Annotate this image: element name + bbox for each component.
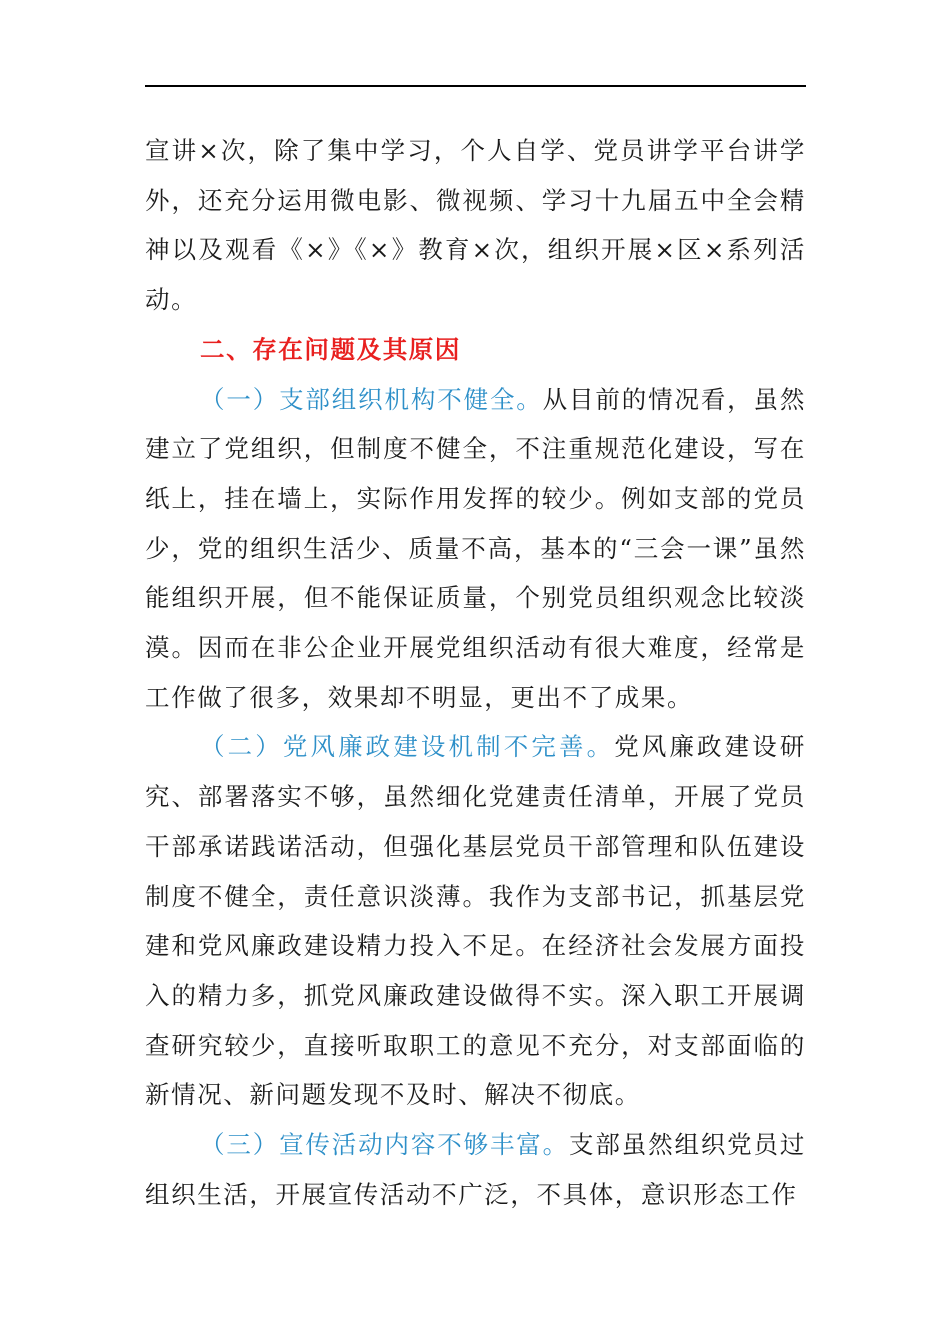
section-heading-text: 二、存在问题及其原因 xyxy=(200,334,461,364)
paragraph-item-two xyxy=(145,722,806,1120)
document-body xyxy=(145,126,806,1219)
paragraph-item-one xyxy=(145,375,806,723)
body-item-two: 党风廉政建设研究、部署落实不够，虽然细化党建责任清单，开展了党员干部承诺践诺活动，但强化基层党员干部管理和队伍建设制度不健全，责任意识淡薄。我作为支部书记，抓基层党建和党风廉政建设精力投入不足。在经济社会发展方面投入的精力多，抓党风廉政建设做得不实。深入职工开展调查研究较少，直接听取职工的意见不充分，对支部面临的新情况、新问题发现不及时、解决不彻底。 xyxy=(145,732,807,1110)
body-item-one: 从目前的情况看，虽然建立了党组织，但制度不健全，不注重规范化建设，写在纸上，挂在墙上，实际作用发挥的较少。例如支部的党员少，党的组织生活少、质量不高，基本的“三会一课”虽然能组织开展，但不能保证质量，个别党员组织观念比较淡漠。因而在非公企业开展党组织活动有很大难度，经常是工作做了很多，效果却不明显，更出不了成果。 xyxy=(145,384,806,712)
sub-heading-item-two: （二）党风廉政建设机制不完善。 xyxy=(200,732,615,762)
sub-heading-item-three: （三）宣传活动内容不够丰富。 xyxy=(200,1130,570,1160)
sub-heading-item-one: （一）支部组织机构不健全。 xyxy=(200,384,543,414)
section-heading-problems xyxy=(145,325,806,375)
header-rule xyxy=(145,85,806,87)
paragraph-item-three xyxy=(145,1120,806,1219)
paragraph-intro-continued: 宣讲×次，除了集中学习，个人自学、党员讲学平台讲学外，还充分运用微电影、微视频、学习十九届五中全会精神以及观看《×》《×》教育×次，组织开展×区×系列活动。 xyxy=(145,136,806,315)
body-item-three: 支部虽然组织党员过组织生活，开展宣传活动不广泛，不具体，意识形态工作 xyxy=(145,1130,806,1209)
